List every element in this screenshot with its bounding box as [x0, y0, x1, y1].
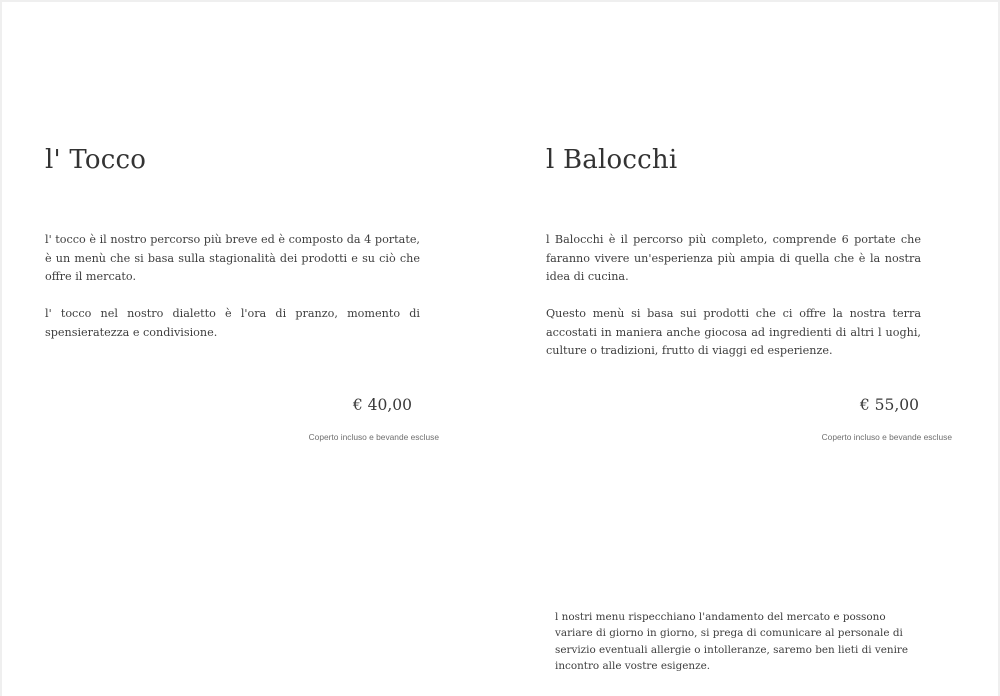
price-note-balocchi: Coperto incluso e bevande escluse — [821, 432, 952, 442]
price-note-tocco: Coperto incluso e bevande escluse — [308, 432, 439, 442]
price-balocchi: € 55,00 — [859, 396, 919, 414]
menu-title-tocco: l' Tocco — [45, 145, 147, 175]
menu-page — [2, 2, 998, 696]
price-tocco: € 40,00 — [352, 396, 412, 414]
menu-title-balocchi: l Balocchi — [546, 145, 678, 175]
menu-subdescription-tocco: l' tocco nel nostro dialetto è l'ora di pranzo, momento di spensieratezza e condivisione. — [45, 307, 420, 339]
menu-subdescription-balocchi: Questo menù si basa sui prodotti che ci offre la nostra terra accostati in maniera anche giocosa ad ingredienti di altri l uoghi, culture o tradizioni, frutto di viaggi ed esperienze. — [546, 307, 921, 358]
allergy-notice: l nostri menu rispecchiano l'andamento del mercato e possono variare di giorno in giorno, si prega di comunicare al personale di servizio eventuali allergie o intolleranze, saremo ben lieti di venire incontro alle vostre esigenze. — [555, 611, 909, 673]
menu-description-tocco: l' tocco è il nostro percorso più breve ed è composto da 4 portate, è un menù che si basa sulla stagionalità dei prodotti e su ciò che offre il mercato. — [45, 233, 420, 284]
menu-description-balocchi: l Balocchi è il percorso più completo, comprende 6 portate che faranno vivere un'esperienza più ampia di quella che è la nostra idea di cucina. — [546, 233, 921, 284]
